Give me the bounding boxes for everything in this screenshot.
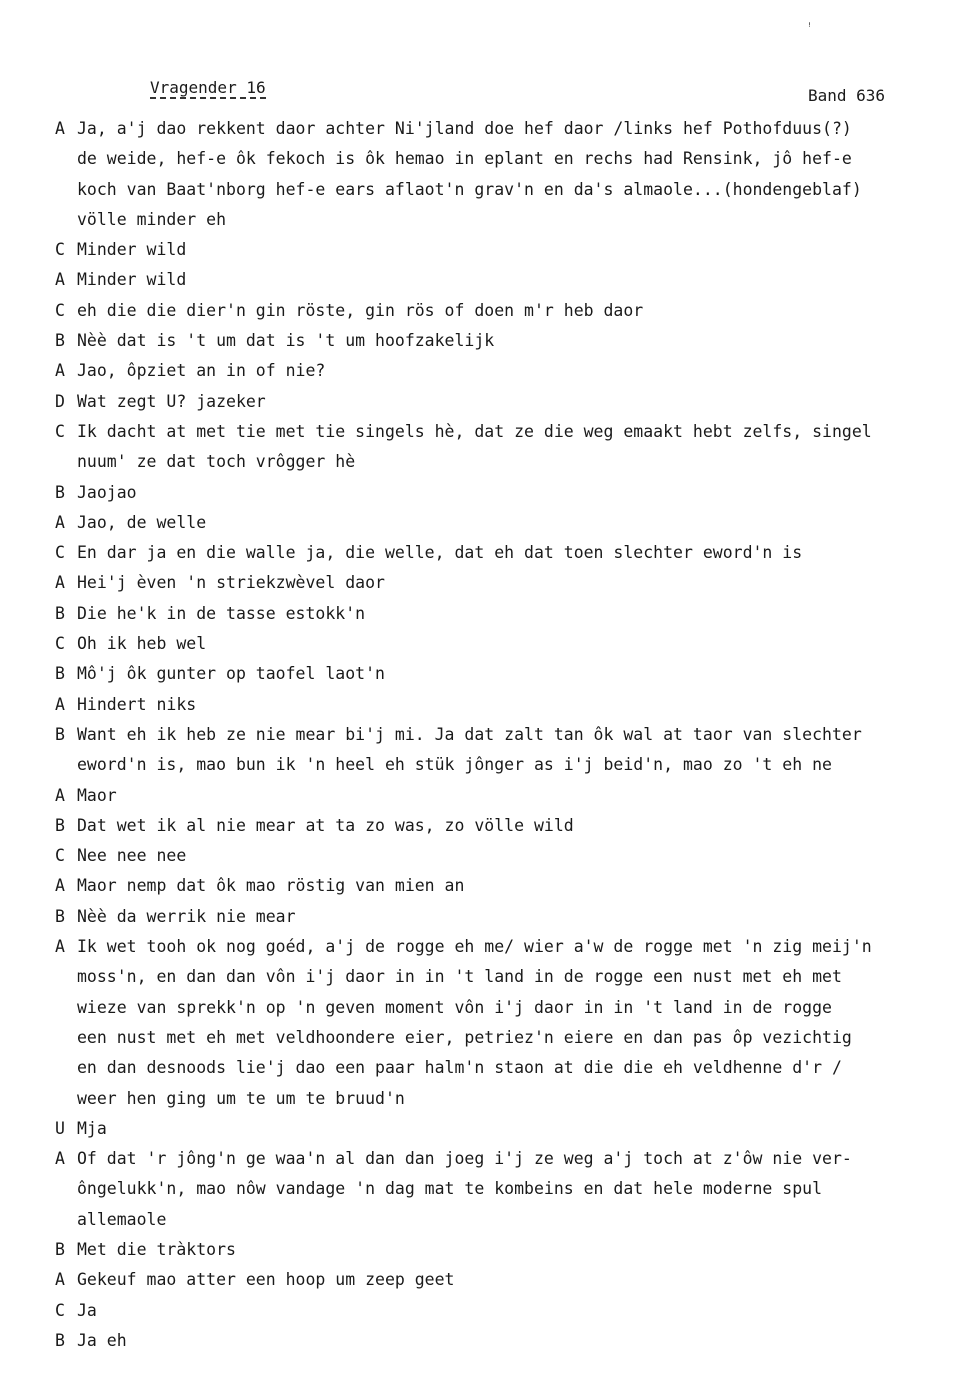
speaker-label: A <box>55 1149 65 1169</box>
band-label-text: Band 636 <box>807 86 885 105</box>
transcript-line <box>55 1118 935 1148</box>
transcript-line <box>55 330 935 360</box>
transcript-line <box>55 1209 935 1239</box>
transcript-line <box>55 118 935 148</box>
line-text: Ik wet tooh ok nog goéd, a'j de rogge eh me/ wier a'w de rogge met 'n zig meij'n <box>77 937 872 957</box>
transcript-line <box>55 663 935 693</box>
line-text: Mja <box>77 1118 107 1138</box>
transcript-lines <box>55 118 935 1360</box>
transcript-line <box>55 179 935 209</box>
line-text: Jao, de welle <box>77 512 207 532</box>
line-text: allemaole <box>77 1209 167 1229</box>
line-text: Jao, ôpziet an in of nie? <box>77 361 326 381</box>
line-text: Nèè dat is 't um dat is 't um hoofzakelijk <box>77 331 495 351</box>
transcript-line <box>55 391 935 421</box>
transcript-line <box>55 1057 935 1087</box>
line-text: Oh ik heb wel <box>77 634 207 654</box>
speaker-label: A <box>55 785 65 805</box>
speaker-label: B <box>55 724 65 744</box>
speaker-label: A <box>55 937 65 957</box>
speaker-label: A <box>55 512 65 532</box>
line-text: Minder wild <box>77 240 187 260</box>
line-text: koch van Baat'nborg hef-e ears aflaot'n grav'n en da's almaole...(hondengeblaf) <box>77 179 862 199</box>
line-text: Ja, a'j dao rekkent daor achter Ni'jland doe hef daor /links hef Pothofduus(?) <box>77 119 852 138</box>
transcript-line <box>55 815 935 845</box>
transcript-line <box>55 694 935 724</box>
line-text: Met die tràktors <box>77 1239 236 1259</box>
line-text: Ik dacht at met tie met tie singels hè, dat ze die weg emaakt hebt zelfs, singel <box>77 421 872 441</box>
speaker-label: C <box>55 421 65 441</box>
line-text: nuum' ze dat toch vrôgger hè <box>77 452 356 472</box>
line-text: Hei'j èven 'n striekzwèvel daor <box>77 573 385 593</box>
transcript-line <box>55 1300 935 1330</box>
line-text: Want eh ik heb ze nie mear bi'j mi. Ja dat zalt tan ôk wal at taor van slechter <box>77 724 862 744</box>
line-text: Ja eh <box>77 1330 127 1350</box>
line-text: eh die die dier'n gin röste, gin rös of doen m'r heb daor <box>77 300 644 320</box>
line-text: Jaojao <box>77 482 137 502</box>
header-title <box>150 78 266 99</box>
speaker-label: A <box>55 694 65 714</box>
speaker-label: A <box>55 1270 65 1290</box>
line-text: En dar ja en die walle ja, die welle, dat eh dat toen slechter eword'n is <box>77 543 803 563</box>
line-text: Of dat 'r jông'n ge waa'n al dan dan joeg i'j ze weg a'j toch at z'ôw nie ver- <box>77 1149 852 1169</box>
speaker-label: A <box>55 876 65 896</box>
transcript-line <box>55 936 935 966</box>
line-text: Gekeuf mao atter een hoop um zeep geet <box>77 1270 455 1290</box>
transcript-line <box>55 421 935 451</box>
line-text: een nust met eh met veldhoondere eier, petriez'n eiere en dan pas ôp vezichtig <box>77 1027 852 1047</box>
speaker-label: B <box>55 1330 65 1350</box>
transcript-line <box>55 1330 935 1360</box>
transcript-line <box>55 1178 935 1208</box>
transcript-line <box>55 633 935 663</box>
line-text: weer hen ging um te um te bruud'n <box>77 1088 405 1108</box>
speaker-label: B <box>55 664 65 684</box>
band-label <box>808 86 885 105</box>
transcript-line <box>55 845 935 875</box>
speaker-label: B <box>55 331 65 351</box>
speaker-label: C <box>55 240 65 260</box>
speaker-label: U <box>55 1118 65 1138</box>
transcript-line <box>55 754 935 784</box>
speaker-label: B <box>55 815 65 835</box>
transcript-line <box>55 360 935 390</box>
speaker-label: C <box>55 543 65 563</box>
transcript-line <box>55 1148 935 1178</box>
speaker-label: A <box>55 119 65 138</box>
transcript-line <box>55 482 935 512</box>
transcript-line <box>55 1269 935 1299</box>
transcript-line <box>55 875 935 905</box>
speaker-label: C <box>55 634 65 654</box>
line-text: eword'n is, mao bun ik 'n heel eh stük jônger as i'j beid'n, mao zo 't eh ne <box>77 755 832 775</box>
transcript-line <box>55 997 935 1027</box>
line-text: Nee nee nee <box>77 846 187 866</box>
line-text: Maor <box>77 785 117 805</box>
transcript-line <box>55 572 935 602</box>
speaker-label: B <box>55 906 65 926</box>
speaker-label: D <box>55 391 65 411</box>
speaker-label: A <box>55 361 65 381</box>
speaker-label: C <box>55 846 65 866</box>
speaker-label: A <box>55 270 65 290</box>
transcript-line <box>55 1027 935 1057</box>
transcript-line <box>55 1239 935 1269</box>
speaker-label: A <box>55 573 65 593</box>
line-text: Die he'k in de tasse estokk'n <box>77 603 366 623</box>
line-text: Wat zegt U? jazeker <box>77 391 266 411</box>
speaker-label: B <box>55 603 65 623</box>
line-text: de weide, hef-e ôk fekoch is ôk hemao in eplant en rechs had Rensink, jô hef-e <box>77 149 852 169</box>
line-text: Nèè da werrik nie mear <box>77 906 296 926</box>
transcript-line <box>55 785 935 815</box>
transcript-line <box>55 906 935 936</box>
line-text: ôngelukk'n, mao nôw vandage 'n dag mat te kombeins en dat hele moderne spul <box>77 1179 823 1199</box>
speaker-label: B <box>55 482 65 502</box>
line-text: en dan desnoods lie'j dao een paar halm'n staon at die die eh veldhenne d'r / <box>77 1058 842 1078</box>
line-text: Minder wild <box>77 270 187 290</box>
header-title-text: Vragender 16 <box>150 78 266 97</box>
transcript-line <box>55 542 935 572</box>
line-text: Hindert niks <box>77 694 197 714</box>
transcript-line <box>55 603 935 633</box>
margin-mark: ꜝ <box>806 20 814 34</box>
speaker-label: B <box>55 1239 65 1259</box>
transcript-line <box>55 451 935 481</box>
transcript-line <box>55 1088 935 1118</box>
line-text: Dat wet ik al nie mear at ta zo was, zo völle wild <box>77 815 574 835</box>
line-text: völle minder eh <box>77 209 227 229</box>
transcript-line <box>55 239 935 269</box>
line-text: Mô'j ôk gunter op taofel laot'n <box>77 664 385 684</box>
line-text: Ja <box>77 1300 97 1320</box>
speaker-label: C <box>55 300 65 320</box>
transcript-line <box>55 269 935 299</box>
transcript-line <box>55 512 935 542</box>
page-header <box>150 78 885 108</box>
transcript-line <box>55 300 935 330</box>
transcript-line <box>55 148 935 178</box>
line-text: wieze van sprekk'n op 'n geven moment vôn i'j daor in in 't land in de rogge <box>77 997 832 1017</box>
line-text: moss'n, en dan dan vôn i'j daor in in 't land in de rogge een nust met eh met <box>77 967 842 987</box>
line-text: Maor nemp dat ôk mao röstig van mien an <box>77 876 465 896</box>
transcript-line <box>55 209 935 239</box>
speaker-label: C <box>55 1300 65 1320</box>
transcript-line <box>55 966 935 996</box>
transcript-line <box>55 724 935 754</box>
